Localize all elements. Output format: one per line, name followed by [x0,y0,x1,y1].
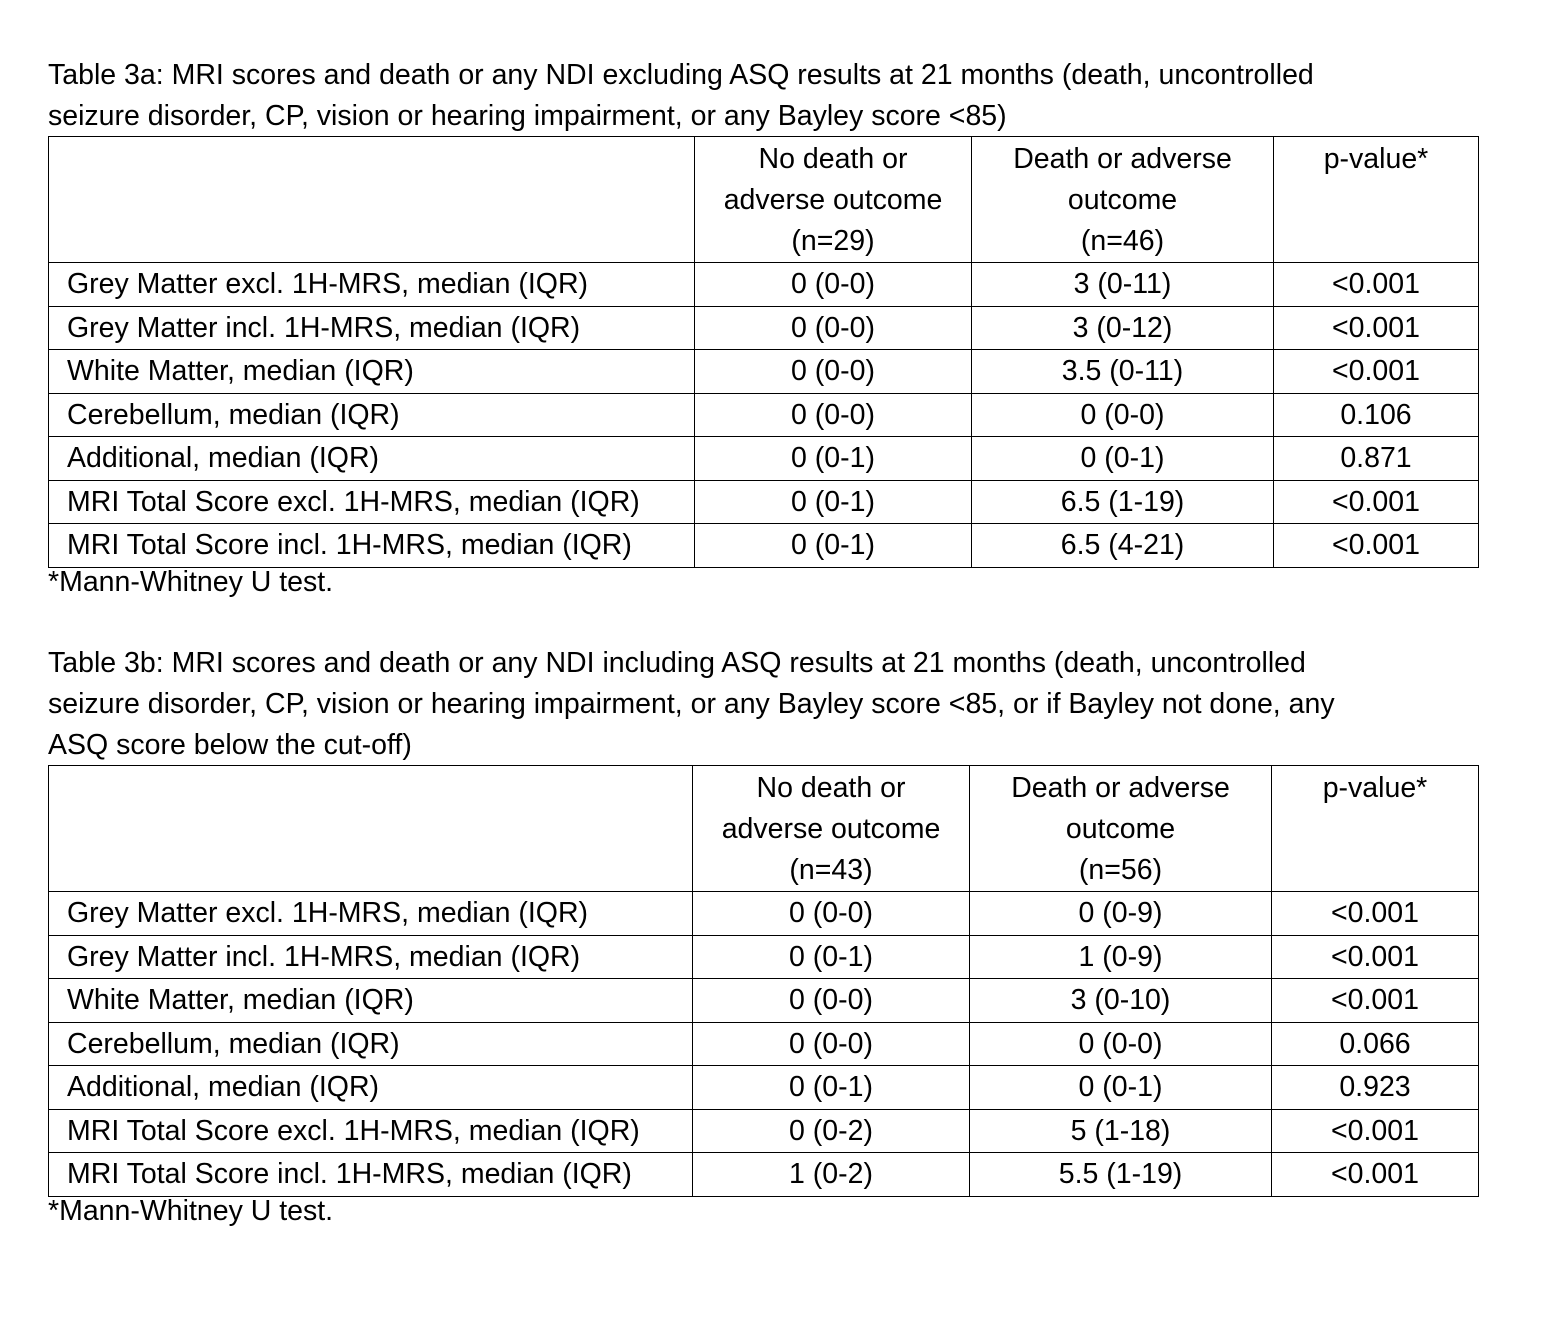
table-3a [48,136,1479,568]
caption-line: Table 3a: MRI scores and death or any NDI excluding ASQ results at 21 months (death, uncontrolled [48,59,1314,91]
adverse-value: 1 (0-9) [970,935,1272,979]
header-row [49,137,1479,263]
no-adverse-value: 0 (0-1) [693,935,970,979]
header-line: p-value* [1323,143,1429,175]
no-adverse-value: 0 (0-1) [693,1066,970,1110]
p-value: <0.001 [1274,524,1479,568]
p-value: <0.001 [1274,480,1479,524]
header-line: Death or adverse [1013,143,1232,175]
row-label: White Matter, median (IQR) [49,350,695,394]
p-value: <0.001 [1272,979,1479,1023]
table-row [49,350,1479,394]
header-no-adverse [693,766,970,892]
header-line: (n=46) [1080,225,1165,257]
no-adverse-value: 0 (0-0) [695,350,972,394]
row-label: MRI Total Score excl. 1H-MRS, median (IQR) [49,1109,693,1153]
table-row [49,393,1479,437]
no-adverse-value: 1 (0-2) [693,1153,970,1197]
adverse-value: 6.5 (4-21) [972,524,1274,568]
row-label: MRI Total Score incl. 1H-MRS, median (IQR) [49,524,695,568]
row-label: MRI Total Score excl. 1H-MRS, median (IQR) [49,480,695,524]
adverse-value: 3.5 (0-11) [972,350,1274,394]
no-adverse-value: 0 (0-0) [695,306,972,350]
header-line: adverse outcome [723,184,943,216]
row-label: Cerebellum, median (IQR) [49,393,695,437]
header-line: (n=43) [789,854,873,886]
header-no-adverse [695,137,972,263]
adverse-value: 0 (0-1) [972,437,1274,481]
table-row [49,524,1479,568]
p-value: <0.001 [1274,350,1479,394]
p-value: <0.001 [1272,1109,1479,1153]
no-adverse-value: 0 (0-1) [695,524,972,568]
p-value: 0.871 [1274,437,1479,481]
table-3a-footnote: *Mann-Whitney U test. [48,566,334,598]
table-row [49,263,1479,307]
header-p-value [1274,137,1479,263]
header-row [49,766,1479,892]
adverse-value: 0 (0-0) [972,393,1274,437]
p-value: <0.001 [1272,935,1479,979]
p-value: 0.923 [1272,1066,1479,1110]
header-line: adverse outcome [721,813,941,845]
adverse-value: 0 (0-9) [970,892,1272,936]
table-row [49,437,1479,481]
header-adverse [972,137,1274,263]
p-value: 0.106 [1274,393,1479,437]
no-adverse-value: 0 (0-2) [693,1109,970,1153]
row-label: Grey Matter incl. 1H-MRS, median (IQR) [49,935,693,979]
header-line: outcome [1065,813,1176,845]
header-line: (n=29) [791,225,875,257]
adverse-value: 5 (1-18) [970,1109,1272,1153]
header-line: Death or adverse [1011,772,1230,804]
row-label: Grey Matter excl. 1H-MRS, median (IQR) [49,892,693,936]
table-row [49,979,1479,1023]
table-row [49,306,1479,350]
adverse-value: 3 (0-10) [970,979,1272,1023]
caption-line: seizure disorder, CP, vision or hearing impairment, or any Bayley score <85, or if Bayley not done, any [48,688,1335,720]
caption-line: seizure disorder, CP, vision or hearing impairment, or any Bayley score <85) [48,100,1007,132]
adverse-value: 5.5 (1-19) [970,1153,1272,1197]
table-3b-caption [48,643,1488,766]
no-adverse-value: 0 (0-0) [693,1022,970,1066]
caption-line: Table 3b: MRI scores and death or any NDI including ASQ results at 21 months (death, uncontrolled [48,647,1306,679]
row-label: Additional, median (IQR) [49,437,695,481]
header-p-value [1272,766,1479,892]
row-label: White Matter, median (IQR) [49,979,693,1023]
header-line: No death or [758,143,908,175]
table-row [49,1109,1479,1153]
header-adverse [970,766,1272,892]
header-line: outcome [1067,184,1178,216]
adverse-value: 0 (0-0) [970,1022,1272,1066]
table-row [49,1066,1479,1110]
table-3b [48,765,1479,1197]
row-label: Grey Matter incl. 1H-MRS, median (IQR) [49,306,695,350]
header-blank [49,137,695,263]
no-adverse-value: 0 (0-0) [695,263,972,307]
no-adverse-value: 0 (0-0) [693,979,970,1023]
row-label: Grey Matter excl. 1H-MRS, median (IQR) [49,263,695,307]
table-3b-footnote: *Mann-Whitney U test. [48,1195,334,1227]
row-label: Cerebellum, median (IQR) [49,1022,693,1066]
p-value: <0.001 [1274,263,1479,307]
adverse-value: 3 (0-11) [972,263,1274,307]
p-value: <0.001 [1272,1153,1479,1197]
header-line: p-value* [1322,772,1428,804]
table-row [49,892,1479,936]
p-value: <0.001 [1274,306,1479,350]
p-value: 0.066 [1272,1022,1479,1066]
no-adverse-value: 0 (0-0) [695,393,972,437]
table-3a-caption [48,55,1488,137]
row-label: MRI Total Score incl. 1H-MRS, median (IQR) [49,1153,693,1197]
table-row [49,1153,1479,1197]
adverse-value: 3 (0-12) [972,306,1274,350]
caption-line: ASQ score below the cut-off) [48,729,412,761]
p-value: <0.001 [1272,892,1479,936]
table-row [49,1022,1479,1066]
no-adverse-value: 0 (0-1) [695,437,972,481]
header-blank [49,766,693,892]
header-line: (n=56) [1078,854,1163,886]
no-adverse-value: 0 (0-0) [693,892,970,936]
adverse-value: 6.5 (1-19) [972,480,1274,524]
table-row [49,935,1479,979]
table-row [49,480,1479,524]
adverse-value: 0 (0-1) [970,1066,1272,1110]
no-adverse-value: 0 (0-1) [695,480,972,524]
row-label: Additional, median (IQR) [49,1066,693,1110]
header-line: No death or [756,772,906,804]
